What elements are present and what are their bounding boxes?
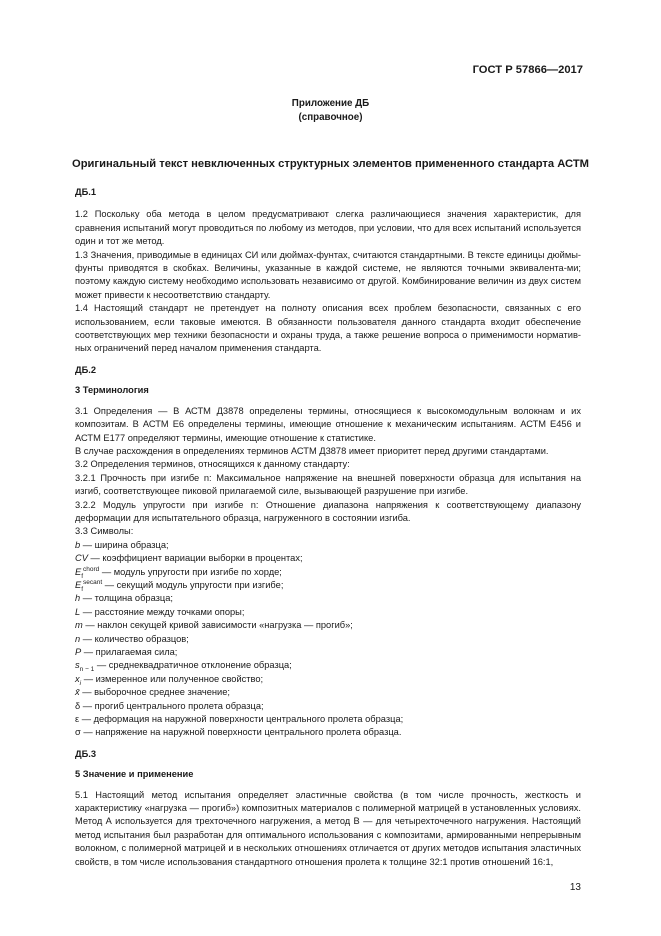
symbol-item: $s_{n - 1}$ — среднеквадратичное отклонение образца; <box>75 660 292 674</box>
standard-number: ГОСТ Р 57866—2017 <box>472 64 583 76</box>
appendix-heading <box>0 97 661 124</box>
appendix-title: Приложение ДБ <box>291 98 370 109</box>
paragraph-3-2: 3.2 Определения терминов, относящихся к данному стандарту: <box>75 459 350 470</box>
document-body <box>75 186 581 869</box>
symbol-item: b — ширина образца; <box>75 539 169 550</box>
section-db2-label: ДБ.2 <box>75 364 97 375</box>
paragraph-3-1: 3.1 Определения — В АСТМ Д3878 определены термины, относящиеся к высокомодульным волокнам и их композитам. В АСТМ Е6 определены термины, имеющие отношение к механическим испытаниям. АСТМ Е456 и АСТМ Е177 определяют термины, имеющие отношение к статистике. <box>75 405 581 443</box>
symbols-heading: 3.3 Символы: <box>75 526 134 537</box>
symbol-item: $E_f^{chord}$ — модуль упругости при изгибе по хорде; <box>75 565 282 580</box>
symbol-item: ε — деформация на наружной поверхности центрального пролета образца; <box>75 714 404 725</box>
paragraph-3-1-note: В случае расхождения в определениях терминов АСТМ Д3878 имеет приоритет перед другими стандартами. <box>75 445 549 456</box>
symbol-item: CV — коэффициент вариации выборки в процентах; <box>75 553 303 564</box>
symbol-item: σ — напряжение на наружной поверхности центрального пролета образца. <box>75 727 402 738</box>
paragraph-1-3: 1.3 Значения, приводимые в единицах СИ или дюймах-фунтах, считаются стандартными. В тексте единицы дюймы-фунты приводятся в скобках. Величины, указанные в каждой системе, не являются точными эквивалента-ми; поэтому каждую систему необходимо использовать независимо от другой. Комбинирование величин из двух систем может привести к несоответствию стандарту. <box>75 249 581 300</box>
symbol-item: L — расстояние между точками опоры; <box>75 606 245 617</box>
section-db2-heading: 3 Терминология <box>75 385 149 396</box>
symbol-item: h — толщина образца; <box>75 593 173 604</box>
symbol-item: n — количество образцов; <box>75 633 189 644</box>
symbol-item: x̄ — выборочное среднее значение; <box>75 687 230 698</box>
appendix-subtitle: (справочное) <box>298 111 363 123</box>
paragraph-1-4: 1.4 Настоящий стандарт не претендует на полноту описания всех проблем безопасности, связанных с его использованием, если таковые имеются. В обязанности пользователя данного стандарта входит обеспечение соответствующих мер техники безопасности и охраны труда, а также решение вопроса о применимости норматив-ных ограничений перед началом применения стандарта. <box>75 303 581 354</box>
section-db3-label: ДБ.3 <box>75 748 97 759</box>
paragraph-3-2-1: 3.2.1 Прочность при изгибе n: Максимальное напряжение на внешней поверхности образца для испытания на изгиб, соответствующее пиковой прилагаемой силе, вызывающей разрушение при изгибе. <box>75 472 581 497</box>
symbol-list <box>75 539 581 740</box>
main-title: Оригинальный текст невключенных структурных элементов примененного стандарта АСТМ <box>72 158 589 170</box>
page-number: 13 <box>569 882 581 893</box>
symbol-item: P — прилагаемая сила; <box>75 647 178 657</box>
paragraph-5-1: 5.1 Настоящий метод испытания определяет эластичные свойства (в том числе прочность, жесткость и характеристику «нагрузка — прогиб») композитных материалов с полимерной матрицей в установленных условиях. Метод А используется для трехточечного нагружения, а метод В — для четырехточечного нагружения. Настоящий метод испытания был разработан для оптимального использования с композитами, армированными непрерывным волокном, с полимерной матрицей и в нескольких отношениях отличается от других методов испытания эластичных свойств, в том числе использования стандартного отношения пролета к толщине 32:1 против отношений 16:1, <box>75 789 581 867</box>
symbol-item: $E_f^{secant}$ — секущий модуль упругости при изгибе; <box>75 578 284 593</box>
paragraph-3-2-2: 3.2.2 Модуль упругости при изгибе n: Отношение диапазона напряжения к соответствующему диапазону деформации для испытательного образца, нагруженного в состоянии изгиба. <box>75 499 581 523</box>
symbol-item: m — наклон секущей кривой зависимости «нагрузка — прогиб»; <box>75 620 353 631</box>
symbol-item: $x_i$ — измеренное или полученное свойство; <box>75 673 264 687</box>
paragraph-1-2: 1.2 Поскольку оба метода в целом предусматривают слегка различающиеся значения характеристик, для сравнения испытаний могут проводиться по любому из методов, при условии, что для всех испытаний используется один и тот же метод. <box>75 209 581 247</box>
symbol-item: δ — прогиб центрального пролета образца; <box>75 700 264 711</box>
section-db1-label: ДБ.1 <box>75 187 97 197</box>
section-db3-heading: 5 Значение и применение <box>75 769 194 780</box>
